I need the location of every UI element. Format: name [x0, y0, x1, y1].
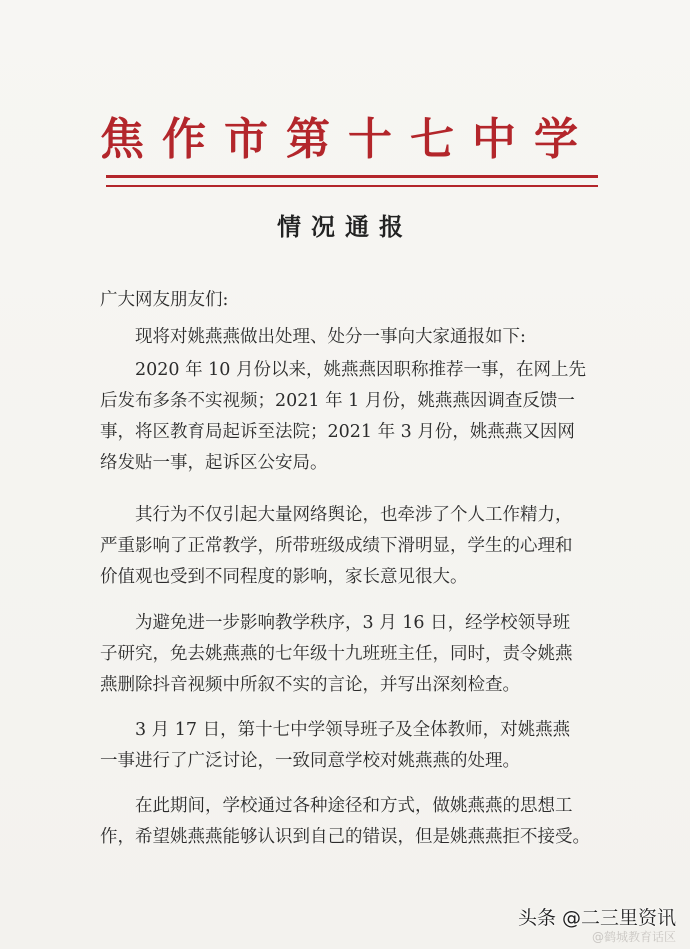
- paragraph-line: 价值观也受到不同程度的影响，家长意见很大。: [100, 567, 468, 587]
- paragraph-line: 3 月 17 日，第十七中学领导班子及全体教师，对姚燕燕: [135, 720, 571, 740]
- paragraph-line: 为避免进一步影响教学秩序，3 月 16 日，经学校领导班: [135, 613, 571, 633]
- paragraph-line: 严重影响了正常教学，所带班级成绩下滑明显，学生的心理和: [100, 536, 573, 556]
- salutation: [100, 285, 600, 316]
- paragraph-line: 作，希望姚燕燕能够认识到自己的错误，但是姚燕燕拒不接受。: [100, 827, 590, 847]
- paragraph-line: 子研究，免去姚燕燕的七年级十九班班主任，同时，责令姚燕: [100, 644, 573, 664]
- paragraph-line: 燕删除抖音视频中所叙不实的言论，并写出深刻检查。: [100, 675, 520, 695]
- paragraph-line: 事，将区教育局起诉至法院；2021 年 3 月份，姚燕燕又因网: [100, 422, 575, 442]
- paragraph-line: 2020 年 10 月份以来，姚燕燕因职称推荐一事，在网上先: [135, 360, 586, 380]
- paragraph-line: 络发贴一事，起诉区公安局。: [100, 453, 328, 473]
- header-rule-thick: [106, 175, 598, 178]
- header-rule-thin: [106, 185, 598, 187]
- document-title: 情况通报: [277, 212, 413, 241]
- watermark-sub: @鹤城教育话区: [591, 930, 676, 944]
- watermark-main: 头条 @二三里资讯: [517, 907, 676, 929]
- paragraph-line: 后发布多条不实视频；2021 年 1 月份，姚燕燕因调查反馈一: [100, 391, 575, 411]
- paragraph-4: [100, 608, 600, 701]
- paragraph-line: 现将对姚燕燕做出处理、处分一事向大家通报如下:: [135, 327, 526, 347]
- paragraph-1: [100, 322, 600, 353]
- paragraph-2: [100, 355, 600, 479]
- paragraph-3: [100, 500, 600, 593]
- salutation-line: 广大网友朋友们:: [100, 290, 229, 310]
- watermark: [518, 903, 676, 945]
- paragraph-line: 其行为不仅引起大量网络舆论，也牵涉了个人工作精力，: [135, 505, 573, 525]
- organization-title: 焦作市第十七中学: [100, 114, 596, 165]
- paragraph-6: [100, 791, 600, 853]
- paragraph-line: 在此期间，学校通过各种途径和方式，做姚燕燕的思想工: [135, 796, 573, 816]
- paragraph-line: 一事进行了广泛讨论，一致同意学校对姚燕燕的处理。: [100, 751, 520, 771]
- paragraph-5: [100, 715, 600, 777]
